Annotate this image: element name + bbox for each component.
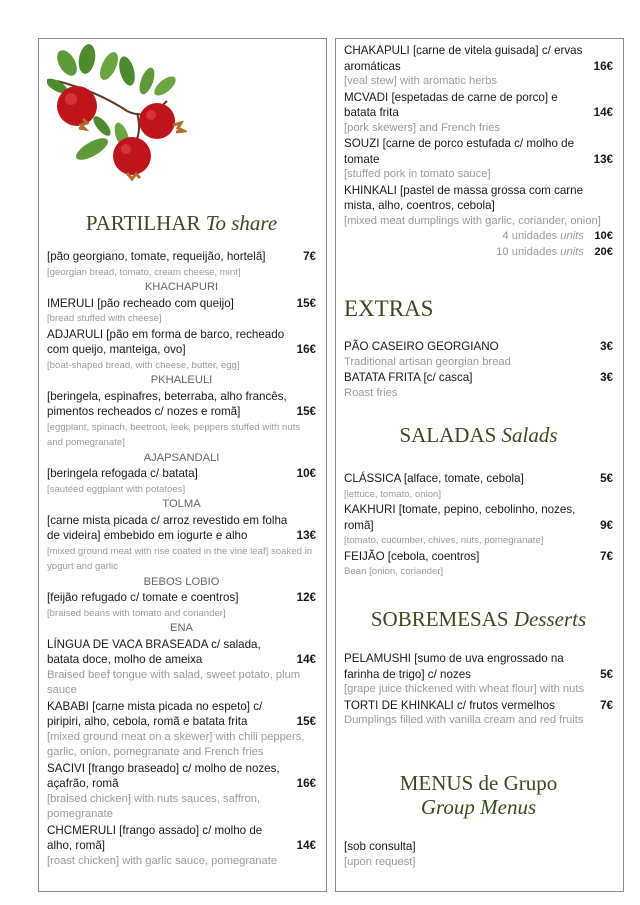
item-translation: [veal stew] with aromatic herbs — [344, 75, 497, 87]
menu-item — [344, 698, 613, 714]
item-translation: Traditional artisan georgian bread — [344, 355, 511, 368]
section-continued — [344, 43, 613, 260]
subheading-pkhaleuli: PKHALEULI — [150, 374, 213, 386]
menu-item — [344, 549, 613, 565]
item-name: SACIVI [frango braseado] c/ molho de nozes, açafrão, romã — [47, 761, 280, 790]
menu-item — [344, 43, 613, 74]
section-menus-grupo — [344, 771, 613, 870]
item-translation: [eggplant, spinach, beetroot, leek, peppers stuffed with nuts and pomegranate] — [47, 421, 301, 448]
menu-item — [344, 136, 613, 167]
item-name: [beringela refogada c/ batata] — [47, 467, 198, 480]
item-name: BATATA FRITA [c/ casca] — [344, 371, 473, 384]
menu-item — [47, 327, 316, 358]
section-sobremesas — [344, 607, 613, 729]
item-translation: [mixed ground meat on a skewer] with chili peppers, garlic, onion, pomegranate and French fries — [47, 730, 305, 758]
subheading-tolma: TOLMA — [162, 498, 201, 510]
item-name: [beringela, espinafres, beterraba, alho francês, pimentos recheados c/ nozes e romã] — [47, 389, 287, 418]
item-translation: [stuffed pork in tomato sauce] — [344, 168, 491, 180]
item-price: 3€ — [600, 340, 613, 353]
item-price: 7€ — [600, 549, 613, 563]
menus-note-translation: [upon request] — [344, 855, 416, 868]
item-name: [feijão refugado c/ tomate e coentros] — [47, 591, 239, 604]
item-name: [carne mista picada c/ arroz revestido em folha de videira] embebido em iogurte e alho — [47, 513, 288, 542]
menu-item — [344, 651, 613, 682]
section-partilhar — [47, 211, 316, 869]
item-translation: [mixed meat dumplings with garlic, coriander, onion] — [344, 214, 601, 227]
menu-item — [47, 296, 316, 312]
item-price: 14€ — [296, 839, 316, 852]
menu-item — [47, 513, 316, 544]
section-title-partilhar: PARTILHAR To share — [85, 211, 278, 235]
item-translation: [braised chicken] with nuts sauces, saffron, pomegranate — [47, 792, 261, 820]
item-price: 16€ — [296, 343, 316, 356]
item-price: 13€ — [296, 529, 316, 542]
section-subtitle-menus: Group Menus — [420, 795, 537, 819]
item-price: 10€ — [296, 467, 316, 480]
item-name: PÃO CASEIRO GEORGIANO — [344, 340, 499, 353]
item-translation: [tomato, cucumber, chives, nuts, pomegranate] — [344, 535, 544, 546]
section-title-menus: MENUS de Grupo — [399, 771, 558, 795]
item-price: 3€ — [600, 371, 613, 384]
item-price: 16€ — [593, 59, 613, 73]
item-name: MCVADI [espetadas de carne de porco] e batata frita — [344, 90, 558, 119]
menu-item — [47, 466, 316, 482]
menu-item — [47, 699, 316, 730]
menu-page-right — [335, 38, 624, 892]
menu-item — [47, 590, 316, 606]
khinkali-option: 4 unidades units 10€ — [344, 229, 613, 245]
section-title-saladas: SALADAS Salads — [399, 423, 558, 447]
menu-item — [47, 389, 316, 420]
item-price: 5€ — [600, 472, 613, 485]
item-name: CLÁSSICA [alface, tomate, cebola] — [344, 472, 524, 485]
item-price: 10€ — [594, 230, 613, 242]
subheading-bebos-lobio: BEBOS LOBIO — [143, 575, 220, 588]
item-name: PELAMUSHI [sumo de uva engrossado na farinha de trigo] c/ nozes — [344, 652, 564, 681]
menu-item — [47, 637, 316, 668]
pomegranate-illustration-icon — [47, 41, 187, 181]
subheading-ena: ENA — [169, 622, 193, 634]
menus-note: [sob consulta] — [344, 840, 416, 853]
item-name: CHCMERULI [frango assado] c/ molho de alho, romã] — [47, 823, 263, 852]
menu-item — [47, 761, 316, 792]
item-translation: [roast chicken] with garlic sauce, pomegranate — [47, 854, 278, 867]
item-translation: Bean [onion, coriander] — [344, 566, 444, 577]
item-translation: [braised beans with tomato and coriander] — [47, 607, 226, 619]
item-name: TORTI DE KHINKALI c/ frutos vermelhos — [344, 698, 555, 712]
section-title-sobremesas: SOBREMESAS Desserts — [370, 607, 587, 631]
item-price: 12€ — [296, 591, 316, 604]
menu-item — [344, 471, 613, 487]
menu-item — [344, 339, 613, 355]
item-price: 13€ — [593, 152, 613, 166]
item-name: IMERULI [pão recheado com queijo] — [47, 296, 234, 310]
menu-item — [344, 90, 613, 121]
subheading-ajapsandali: AJAPSANDALI — [143, 451, 220, 464]
item-price: 9€ — [600, 518, 613, 532]
item-price: 20€ — [594, 245, 613, 258]
khinkali-option: 10 unidades units 20€ — [344, 245, 613, 261]
item-name: ADJARULI [pão em forma de barco, recheado com queijo, manteiga, ovo] — [47, 327, 285, 356]
item-name: KHINKALI [pastel de massa grossa com carne mista, alho, coentros, cebola] — [344, 183, 584, 212]
menu-item — [47, 823, 316, 854]
item-price: 16€ — [296, 777, 316, 790]
menu-item — [344, 183, 613, 214]
section-saladas — [344, 423, 613, 580]
item-name: KAKHURI [tomate, pepino, cebolinho, nozes, romã] — [344, 503, 576, 532]
item-translation: [pork skewers] and French fries — [344, 121, 501, 134]
item-price: 7€ — [600, 698, 613, 712]
item-translation: [bread stuffed with cheese] — [47, 313, 162, 324]
menu-item — [47, 249, 316, 265]
item-translation: [lettuce, tomato, onion] — [344, 488, 442, 500]
item-name: [pão georgiano, tomate, requeijão, hortelã] — [47, 250, 266, 263]
item-translation: [boat-shaped bread, with cheese, butter, egg] — [47, 359, 240, 371]
item-name: KABABI [carne mista picada no espeto] c/ piripiri, alho, cebola, romã e batata frita — [47, 699, 263, 728]
item-translation: [georgian bread, tomato, cream cheese, mint] — [47, 266, 241, 278]
item-name: SOUZI [carne de porco estufada c/ molho de tomate — [344, 137, 575, 166]
item-name: FEIJÃO [cebola, coentros] — [344, 549, 480, 563]
section-extras — [344, 297, 613, 401]
item-translation: [grape juice thickened with wheat flour] with nuts — [344, 683, 585, 695]
item-name: CHAKAPULI [carne de vitela guisada] c/ ervas aromáticas — [344, 44, 583, 73]
subheading-khachapuri: KHACHAPURI — [144, 281, 219, 293]
menu-page-left — [38, 38, 327, 892]
menu-item — [344, 370, 613, 386]
item-translation: Braised beef tongue with salad, sweet potato, plum sauce — [47, 668, 301, 696]
item-translation: Roast fries — [344, 386, 398, 399]
item-translation: Dumplings filled with vanilla cream and red fruits — [344, 714, 584, 726]
item-price: 15€ — [296, 405, 316, 418]
item-price: 7€ — [303, 250, 316, 263]
item-price: 5€ — [600, 667, 613, 681]
menu-item — [344, 502, 613, 533]
item-price: 14€ — [593, 106, 613, 119]
item-translation: [mixed ground meat with rise coated in the vine leaf] soaked in yogurt and garlic — [47, 545, 313, 572]
item-price: 15€ — [296, 715, 316, 728]
item-price: 14€ — [296, 653, 316, 666]
item-translation: [sautéed eggplant with potatoes] — [47, 483, 186, 495]
item-price: 15€ — [296, 296, 316, 310]
section-title-extras: EXTRAS — [344, 296, 434, 321]
item-name: LÍNGUA DE VACA BRASEADA c/ salada, batata doce, molho de ameixa — [47, 637, 261, 666]
